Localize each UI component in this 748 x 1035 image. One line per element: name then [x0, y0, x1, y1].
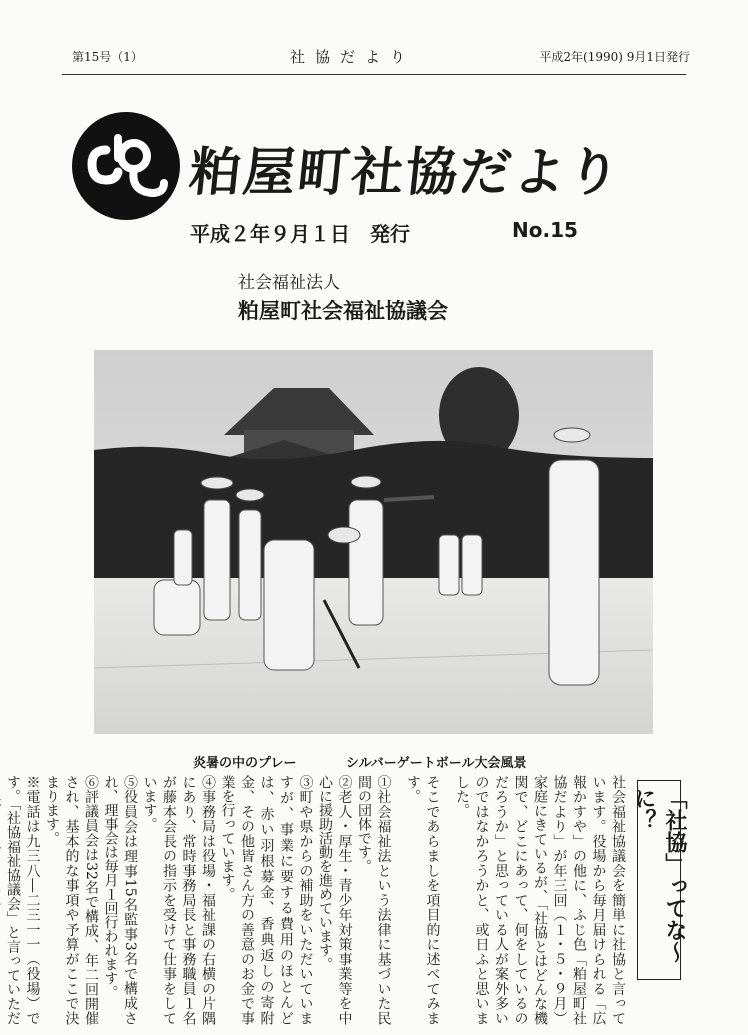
article-paragraph: ③町や県からの補助をいただいていますが、事業に要する費用のほとんどは、赤い羽根募金、香典返しの寄附金、その他皆さん方の善意のお金で事業を行っています。 [219, 775, 314, 1025]
article-paragraph: ①社会福祉法という法律に基づいた民間の団体です。 [356, 775, 392, 1025]
shakyo-logo-icon [72, 112, 180, 220]
article-heading-box: 「社協」ってな〜に？ [637, 780, 681, 980]
issue-date: 平成２年９月１日 発行 [190, 222, 410, 246]
photo-caption-left: 炎暑の中のプレー [193, 756, 297, 771]
article-paragraph: ⑤役員会は理事15名監事3名で構成され、理事会は毎月１回行われます。 [102, 775, 138, 1025]
article-paragraph: ※電話は九三八―二三一一（役場）です。「社協福祉協議会」と言っていただ [5, 775, 41, 1025]
photo-caption-right: シルバーゲートボール大会風景 [346, 756, 527, 771]
header-issue: 第15号（1） [72, 50, 143, 64]
article-paragraph: ⑥評議員会は32名で構成、年二回開催され、基本的な事項や予算がここで決まります。 [44, 775, 99, 1025]
header-divider [62, 74, 686, 75]
organization-name: 粕屋町社会福祉協議会 [238, 299, 448, 323]
article-paragraph: ②老人・厚生・青少年対策事業等を中心に援助活動を進めています。 [317, 775, 353, 1025]
newsletter-title: 粕屋町社協だより [186, 143, 625, 203]
article-body [5, 775, 627, 1025]
gateball-photo [94, 350, 653, 734]
header-newsletter-name: 社協だより [290, 48, 416, 66]
organization-type: 社会福祉法人 [238, 273, 340, 293]
article-paragraph: ④事務局は役場・福祉課の右横の片隅にあり、常時事務局長と事務職員１名が藤本会長の指示を受けて仕事をしています。 [141, 775, 216, 1025]
article-paragraph: 社会福祉協議会を簡単に社協と言っています。役場から毎月届けられる「広報かすや」の他に、ふじ色「粕屋町社協だより」が年三回（１・５・９月）家庭にきているが、「社協とはどんな機関で、どこにあって、何をしているのだろうか」と思っている人が案外多いのではなかろうかと、或日ふと思いました。 [454, 775, 626, 1025]
issue-number: No.15 [512, 218, 578, 242]
article-paragraph: そこであらましを項目的に述べてみます。 [405, 775, 441, 1025]
header-publish-date: 平成2年(1990) 9月1日発行 [539, 50, 690, 64]
